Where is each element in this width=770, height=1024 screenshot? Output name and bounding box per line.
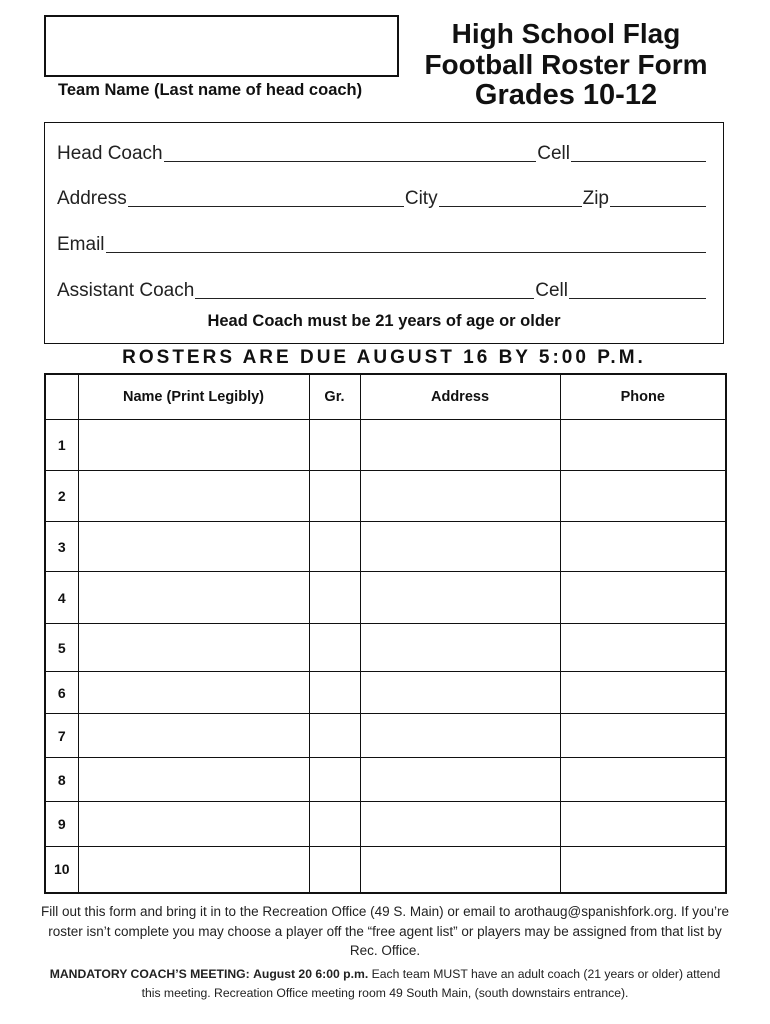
player-grade-cell[interactable] (309, 522, 360, 572)
submission-instructions: Fill out this form and bring it in to the Recreation Office (49 S. Main) or email to arothaug@spanishfork.org. If you’re roster isn’t complete you may choose a player off the “free agent list” or players may be assigned from that list by Rec. Office. (40, 904, 730, 958)
player-name-cell[interactable] (78, 758, 309, 802)
zip-label: Zip (582, 188, 609, 209)
row-number: 3 (45, 522, 78, 572)
assistant-coach-cell-label: Cell (535, 280, 568, 301)
player-name-cell[interactable] (78, 847, 309, 893)
player-phone-cell[interactable] (560, 572, 726, 624)
title-line-3: Grades 10-12 (474, 79, 658, 111)
player-address-cell[interactable] (360, 847, 560, 893)
head-coach-label: Head Coach (57, 143, 163, 164)
column-header-address: Address (360, 374, 560, 420)
table-row (45, 624, 726, 672)
row-number: 1 (45, 420, 78, 471)
player-address-cell[interactable] (360, 672, 560, 714)
player-name-cell[interactable] (78, 802, 309, 847)
row-number: 2 (45, 471, 78, 522)
player-name-cell[interactable] (78, 522, 309, 572)
title-line-2: Football Roster Form (424, 49, 708, 80)
player-grade-cell[interactable] (309, 572, 360, 624)
head-coach-row (57, 141, 707, 165)
column-header-grade: Gr. (309, 374, 360, 420)
table-row (45, 802, 726, 847)
player-address-cell[interactable] (360, 802, 560, 847)
player-phone-cell[interactable] (560, 802, 726, 847)
table-row (45, 758, 726, 802)
table-row (45, 847, 726, 893)
age-requirement-note: Head Coach must be 21 years of age or older (207, 312, 561, 330)
assistant-coach-field[interactable] (195, 297, 534, 299)
player-address-cell[interactable] (360, 522, 560, 572)
player-name-cell[interactable] (78, 624, 309, 672)
player-address-cell[interactable] (360, 471, 560, 522)
column-header-name: Name (Print Legibly) (78, 374, 309, 420)
table-row (45, 522, 726, 572)
player-phone-cell[interactable] (560, 624, 726, 672)
due-date-notice: ROSTERS ARE DUE AUGUST 16 BY 5:00 P.M. (122, 347, 646, 368)
table-row (45, 471, 726, 522)
player-address-cell[interactable] (360, 420, 560, 471)
table-row (45, 672, 726, 714)
player-grade-cell[interactable] (309, 714, 360, 758)
form-title (410, 18, 722, 111)
zip-field[interactable] (610, 205, 706, 207)
roster-table (44, 373, 727, 894)
player-grade-cell[interactable] (309, 758, 360, 802)
table-row (45, 420, 726, 471)
head-coach-field[interactable] (164, 160, 537, 162)
player-grade-cell[interactable] (309, 672, 360, 714)
email-row (57, 232, 707, 256)
address-label: Address (57, 188, 127, 209)
player-phone-cell[interactable] (560, 714, 726, 758)
player-address-cell[interactable] (360, 714, 560, 758)
row-number: 5 (45, 624, 78, 672)
meeting-time: August 20 6:00 p.m. (253, 967, 369, 981)
row-number: 7 (45, 714, 78, 758)
meeting-details: Each team MUST have an adult coach (21 years or older) attend this meeting. Recreation Office meeting room 49 South Main, (south downstairs entrance). (141, 967, 721, 1000)
row-number: 6 (45, 672, 78, 714)
assistant-coach-label: Assistant Coach (57, 280, 195, 301)
player-name-cell[interactable] (78, 471, 309, 522)
row-number: 9 (45, 802, 78, 847)
address-row (57, 186, 707, 210)
email-label: Email (57, 234, 105, 255)
player-phone-cell[interactable] (560, 847, 726, 893)
player-address-cell[interactable] (360, 624, 560, 672)
player-grade-cell[interactable] (309, 624, 360, 672)
assistant-coach-cell-field[interactable] (569, 297, 706, 299)
email-field[interactable] (106, 251, 706, 253)
team-name-label: Team Name (Last name of head coach) (58, 81, 363, 99)
city-field[interactable] (439, 205, 582, 207)
coach-info-section (44, 122, 724, 344)
player-grade-cell[interactable] (309, 420, 360, 471)
row-number: 8 (45, 758, 78, 802)
table-row (45, 714, 726, 758)
player-phone-cell[interactable] (560, 672, 726, 714)
player-phone-cell[interactable] (560, 420, 726, 471)
column-header-phone: Phone (560, 374, 726, 420)
player-phone-cell[interactable] (560, 758, 726, 802)
address-field[interactable] (128, 205, 404, 207)
player-grade-cell[interactable] (309, 471, 360, 522)
row-number: 10 (45, 847, 78, 893)
player-grade-cell[interactable] (309, 847, 360, 893)
player-phone-cell[interactable] (560, 522, 726, 572)
meeting-label: MANDATORY COACH’S MEETING: (49, 967, 250, 981)
title-line-1: High School Flag (451, 18, 681, 49)
player-grade-cell[interactable] (309, 802, 360, 847)
assistant-coach-row (57, 278, 707, 302)
row-number: 4 (45, 572, 78, 624)
city-label: City (404, 188, 438, 209)
player-address-cell[interactable] (360, 758, 560, 802)
player-name-cell[interactable] (78, 420, 309, 471)
table-row (45, 572, 726, 624)
player-name-cell[interactable] (78, 572, 309, 624)
team-name-field[interactable] (44, 15, 399, 77)
head-coach-cell-field[interactable] (571, 160, 706, 162)
roster-header-row (45, 374, 726, 420)
coach-meeting-notice (40, 965, 730, 1003)
player-address-cell[interactable] (360, 572, 560, 624)
head-coach-cell-label: Cell (537, 143, 570, 164)
column-header-number (45, 374, 78, 420)
player-name-cell[interactable] (78, 714, 309, 758)
player-name-cell[interactable] (78, 672, 309, 714)
player-phone-cell[interactable] (560, 471, 726, 522)
